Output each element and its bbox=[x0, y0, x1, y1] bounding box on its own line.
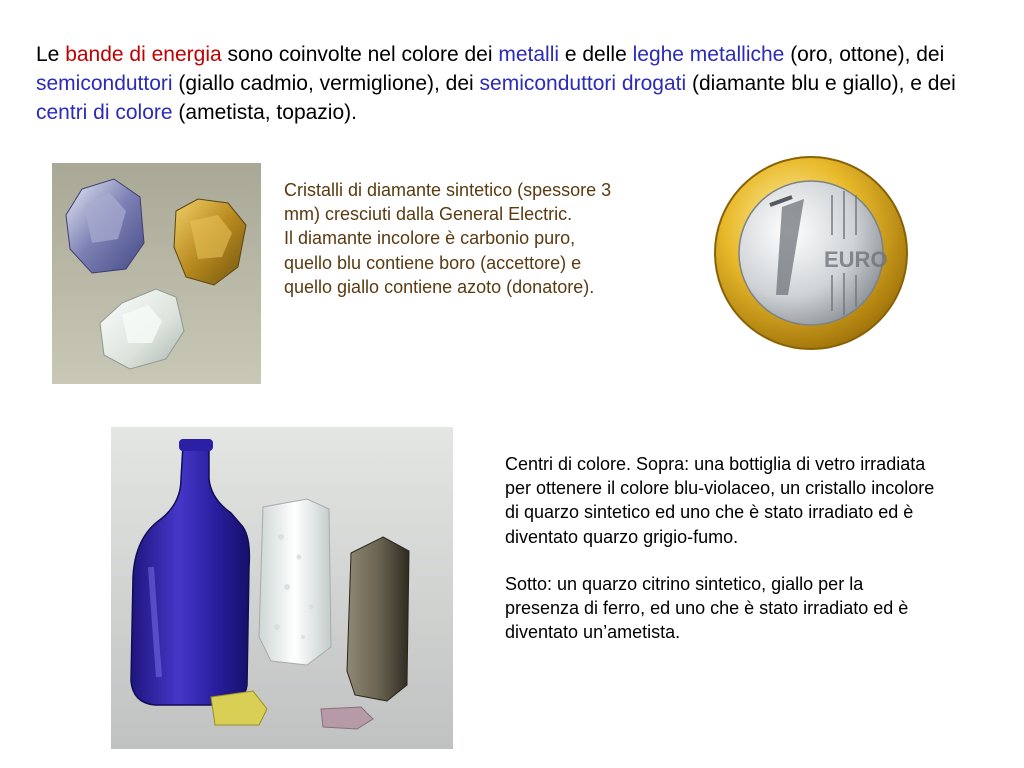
intro-text: Le bbox=[36, 43, 66, 66]
diamond-caption-line2: Il diamante incolore è carbonio puro, quello blu contiene boro (accettore) e quello giallo contiene azoto (donatore). bbox=[284, 228, 595, 297]
intro-text: (ametista, topazio). bbox=[172, 101, 357, 124]
intro-text: sono coinvolte nel colore dei bbox=[221, 43, 499, 66]
keyword-centri-di-colore: centri di colore bbox=[36, 101, 173, 124]
diamond-crystals-image bbox=[52, 163, 261, 384]
keyword-bande-di-energia: bande di energia bbox=[65, 43, 222, 66]
intro-paragraph bbox=[36, 40, 996, 127]
intro-text: e delle bbox=[559, 43, 633, 66]
quartz-caption bbox=[505, 452, 935, 667]
diamond-caption-line1: Cristalli di diamante sintetico (spessore 3 mm) cresciuti dalla General Electric. bbox=[284, 180, 612, 225]
diamond-caption bbox=[284, 178, 614, 299]
intro-text: (diamante blu e giallo), e dei bbox=[686, 72, 956, 95]
euro-coin-image bbox=[712, 155, 910, 351]
quartz-bottle-image bbox=[111, 427, 453, 749]
keyword-metalli: metalli bbox=[498, 43, 560, 66]
svg-text:EURO: EURO bbox=[824, 247, 888, 272]
keyword-semiconduttori: semiconduttori bbox=[36, 72, 173, 95]
quartz-caption-para1: Centri di colore. Sopra: una bottiglia di vetro irradiata per ottenere il colore blu-violaceo, un cristallo incolore di quarzo sintetico ed uno che è stato irradiato ed è diventato quarzo grigio-fumo. bbox=[505, 454, 935, 547]
keyword-semiconduttori-drogati: semiconduttori drogati bbox=[479, 72, 687, 95]
quartz-caption-para2: Sotto: un quarzo citrino sintetico, giallo per la presenza di ferro, ed uno che è stato irradiato ed è diventato un’ametista. bbox=[505, 573, 909, 643]
intro-text: (oro, ottone), dei bbox=[784, 43, 945, 66]
intro-text: (giallo cadmio, vermiglione), dei bbox=[172, 72, 480, 95]
keyword-leghe-metalliche: leghe metalliche bbox=[632, 43, 785, 66]
